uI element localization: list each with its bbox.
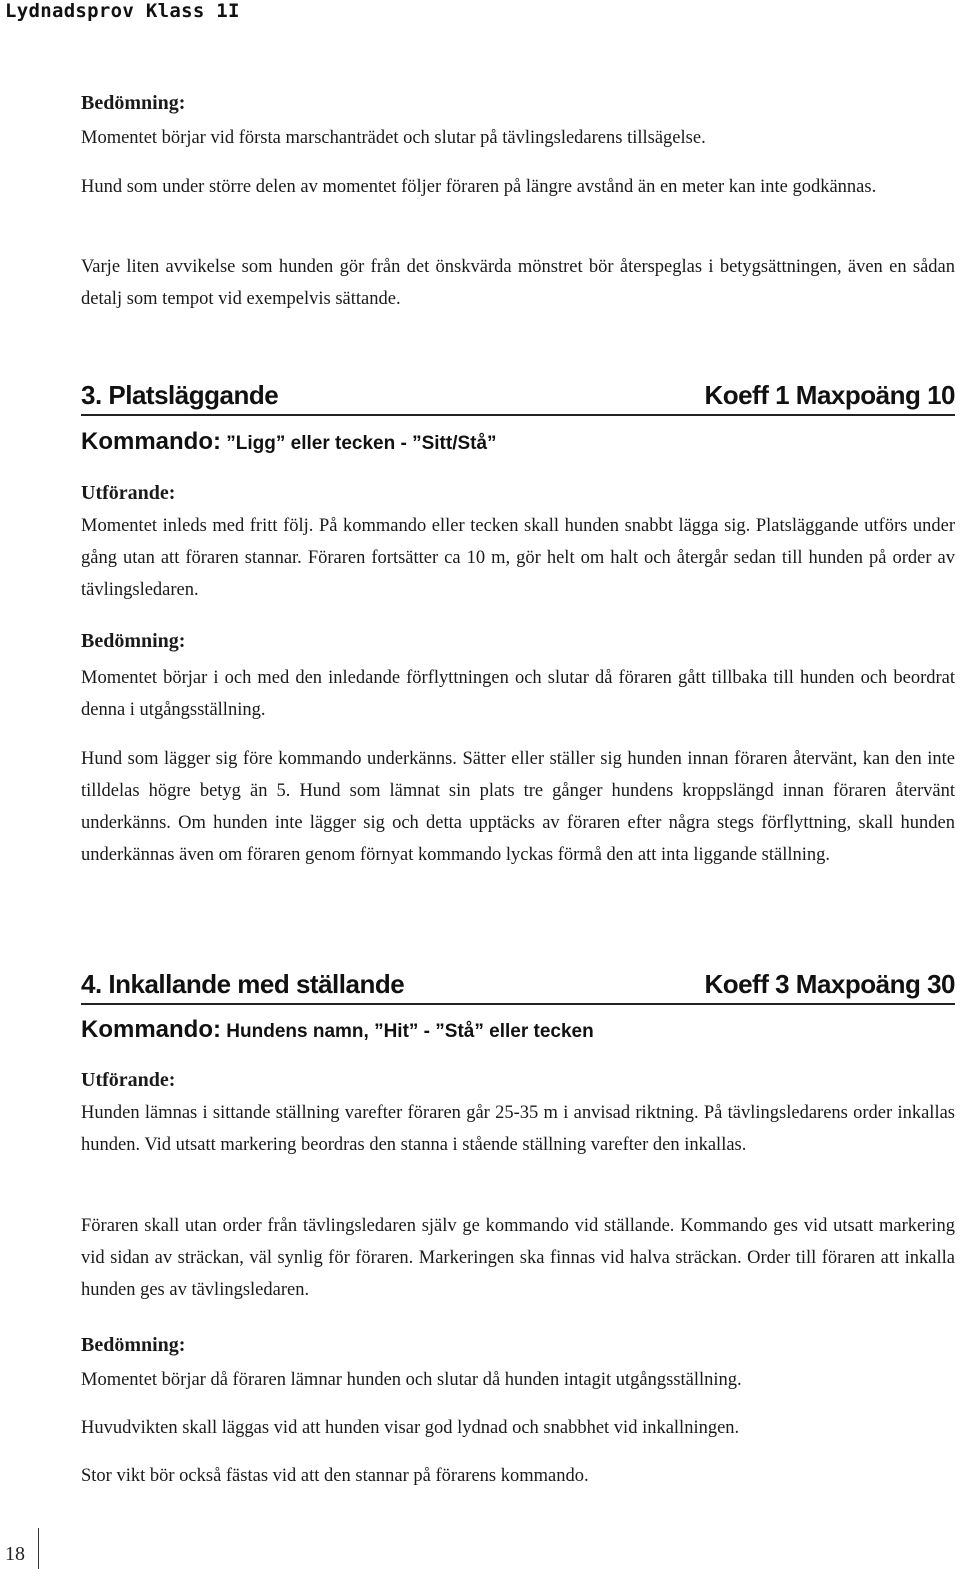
section-3-title: 3. Platsläggande [81, 380, 279, 410]
section-3-utforande-label: Utförande: [81, 482, 176, 504]
section-4-bedomning-paragraph-2: Huvudvikten skall läggas vid att hunden visar god lydnad och snabbhet vid inkallningen. [81, 1418, 740, 1438]
page-number: 18 [5, 1543, 25, 1565]
section-3-bedomning-paragraph-1: Momentet börjar i och med den inledande förflyttningen och slutar då föraren gått tillbaka till hunden och beordrat denna i utgångsställning. [81, 668, 955, 720]
page-margin-rule [38, 1528, 39, 1569]
section-4-utforande-paragraph-1: Hunden lämnas i sittande ställning varefter föraren går 25-35 m i anvisad riktning. På tävlingsledarens order inkallas hunden. Vid utsatt markering beordras den stanna i stående ställning varefter den inkallas. [81, 1103, 955, 1155]
section-4-bedomning-label: Bedömning: [81, 1334, 186, 1356]
intro-paragraph-3: Varje liten avvikelse som hunden gör från det önskvärda mönstret bör återspeglas i betygsättningen, även en sådan detalj som tempot vid exempelvis sättande. [81, 257, 955, 309]
section-4-utforande-paragraph-2: Föraren skall utan order från tävlingsledaren själv ge kommando vid ställande. Kommando ges vid utsatt markering vid sidan av sträckan, väl synlig för föraren. Markeringen ska finnas vid halva sträckan. Order till föraren att inkalla hunden ges av tävlingsledaren. [81, 1216, 955, 1300]
section-3-utforande-text: Momentet inleds med fritt följ. På kommando eller tecken skall hunden snabbt lägga sig. Platsläggande utförs under gång utan att föraren stannar. Föraren fortsätter ca 10 m, gör helt om halt och återgår sedan till hunden på order av tävlingsledaren. [81, 516, 955, 600]
section-3-kommando [81, 428, 497, 456]
section-3-heading [81, 380, 955, 416]
section-3-bedomning-label: Bedömning: [81, 630, 186, 652]
section-3-kommando-value: ”Ligg” eller tecken - ”Sitt/Stå” [221, 433, 497, 454]
section-4-bedomning-paragraph-3: Stor vikt bör också fästas vid att den stannar på förarens kommando. [81, 1466, 589, 1486]
section-4-koeff: Koeff 3 Maxpoäng 30 [704, 969, 955, 999]
section-3-kommando-label: Kommando: [81, 428, 221, 455]
section-4-kommando [81, 1016, 594, 1044]
intro-paragraph-2: Hund som under större delen av momentet följer föraren på längre avstånd än en meter kan inte godkännas. [81, 177, 877, 197]
section-4-title: 4. Inkallande med ställande [81, 969, 405, 999]
intro-paragraph-1: Momentet börjar vid första marschanträdet och slutar på tävlingsledarens tillsägelse. [81, 128, 706, 148]
section-4-kommando-label: Kommando: [81, 1016, 221, 1043]
section-3-koeff: Koeff 1 Maxpoäng 10 [704, 380, 955, 410]
intro-bedomning-label: Bedömning: [81, 92, 186, 114]
document-header: Lydnadsprov Klass 1I [5, 0, 240, 22]
section-3-bedomning-paragraph-2: Hund som lägger sig före kommando underkänns. Sätter eller ställer sig hunden innan föraren återvänt, kan den inte tilldelas högre betyg än 5. Hund som lämnat sin plats tre gånger hundens kroppslängd innan föraren återvänt underkänns. Om hunden inte lägger sig och detta upptäcks av föraren efter några stegs förflyttning, skall hunden underkännas även om föraren genom förnyat kommando lyckas förmå den att inta liggande ställning. [81, 749, 955, 865]
section-4-heading [81, 969, 955, 1005]
section-4-utforande-label: Utförande: [81, 1069, 176, 1091]
section-4-kommando-value: Hundens namn, ”Hit” - ”Stå” eller tecken [221, 1021, 594, 1042]
section-4-bedomning-paragraph-1: Momentet börjar då föraren lämnar hunden och slutar då hunden intagit utgångsställning. [81, 1370, 742, 1390]
